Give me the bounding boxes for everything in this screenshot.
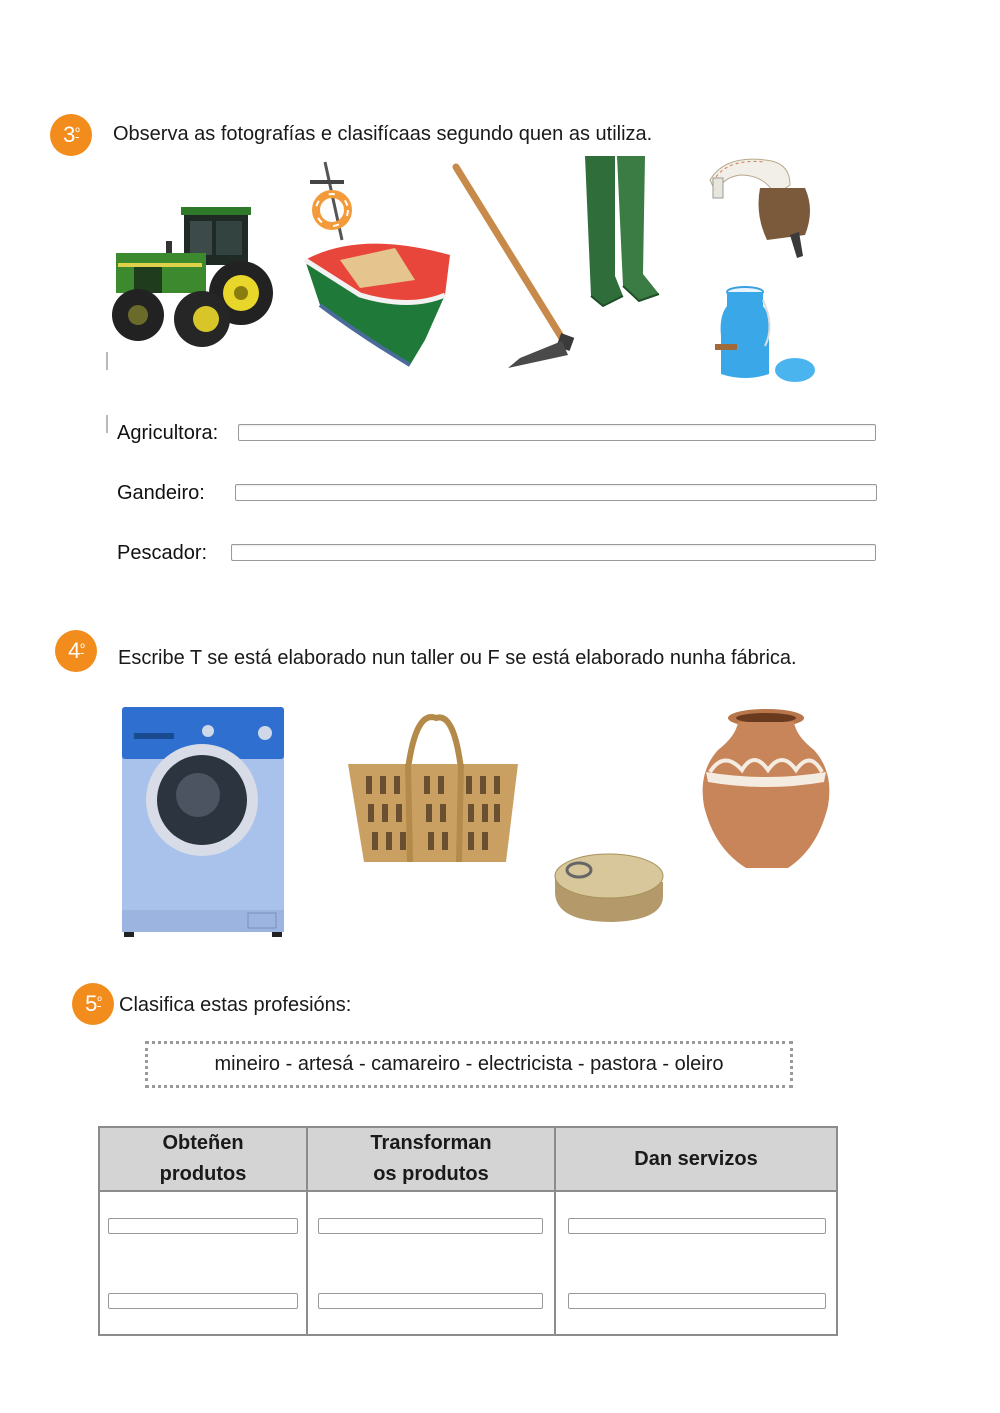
- wicker-basket-image: [346, 714, 521, 874]
- exercise-3-instruction: Observa as fotografías e clasifícaas segundo quen as utiliza.: [113, 123, 653, 145]
- header-line: Transforman: [370, 1132, 492, 1154]
- header-line: Obteñen: [162, 1132, 244, 1154]
- badge-number: 3: [63, 122, 75, 147]
- waders-boots-image: [583, 156, 663, 314]
- gandeiro-label: Gandeiro:: [117, 482, 205, 504]
- exercise-5-badge: [72, 983, 114, 1025]
- badge-number: 5: [85, 991, 97, 1016]
- tractor-image: [106, 205, 271, 353]
- washing-machine-image: [120, 705, 286, 939]
- pescador-label: Pescador:: [117, 542, 208, 564]
- agricultora-input[interactable]: [238, 424, 876, 441]
- exercise-4-instruction: Escribe T se está elaborado nun taller ou F se está elaborado nunha fábrica.: [118, 647, 797, 669]
- transforman-input-2[interactable]: [318, 1293, 543, 1309]
- badge-ordinal: º: [80, 641, 84, 655]
- exercise-4-badge: [55, 630, 97, 672]
- word-bank-text: mineiro - artesá - camareiro - electricista - pastora - oleiro: [214, 1053, 724, 1075]
- servizos-input-1[interactable]: [568, 1218, 826, 1234]
- cell-transforman: [307, 1191, 555, 1335]
- badge-number: 4: [68, 638, 80, 663]
- milk-churn-image: [713, 286, 823, 386]
- gandeiro-input[interactable]: [235, 484, 877, 501]
- fishing-boat-image: [300, 160, 460, 370]
- pescador-input[interactable]: [231, 544, 876, 561]
- tin-can-image: [553, 852, 665, 924]
- cowbell-image: [705, 150, 820, 260]
- header-line: produtos: [159, 1163, 247, 1185]
- header-transforman-produtos: [307, 1127, 555, 1191]
- agricultora-label: Agricultora:: [117, 422, 219, 444]
- clay-pot-image: [698, 708, 834, 873]
- table-row: [99, 1191, 837, 1335]
- servizos-input-2[interactable]: [568, 1293, 826, 1309]
- header-line: Dan servizos: [634, 1147, 758, 1170]
- header-line: os produtos: [373, 1163, 489, 1185]
- cell-obtenen: [99, 1191, 307, 1335]
- badge-ordinal: º: [75, 125, 79, 139]
- margin-mark: [106, 415, 108, 433]
- exercise-3-badge: [50, 114, 92, 156]
- hoe-image: [450, 163, 580, 373]
- badge-ordinal: º: [97, 994, 101, 1008]
- obtenen-input-1[interactable]: [108, 1218, 298, 1234]
- header-obtenen-produtos: [99, 1127, 307, 1191]
- exercise-5-instruction: Clasifica estas profesións:: [119, 994, 352, 1016]
- transforman-input-1[interactable]: [318, 1218, 543, 1234]
- word-bank: [145, 1041, 793, 1088]
- classification-table: [98, 1126, 838, 1336]
- obtenen-input-2[interactable]: [108, 1293, 298, 1309]
- header-dan-servizos: [555, 1127, 837, 1191]
- cell-dan-servizos: [555, 1191, 837, 1335]
- margin-mark: [106, 352, 108, 370]
